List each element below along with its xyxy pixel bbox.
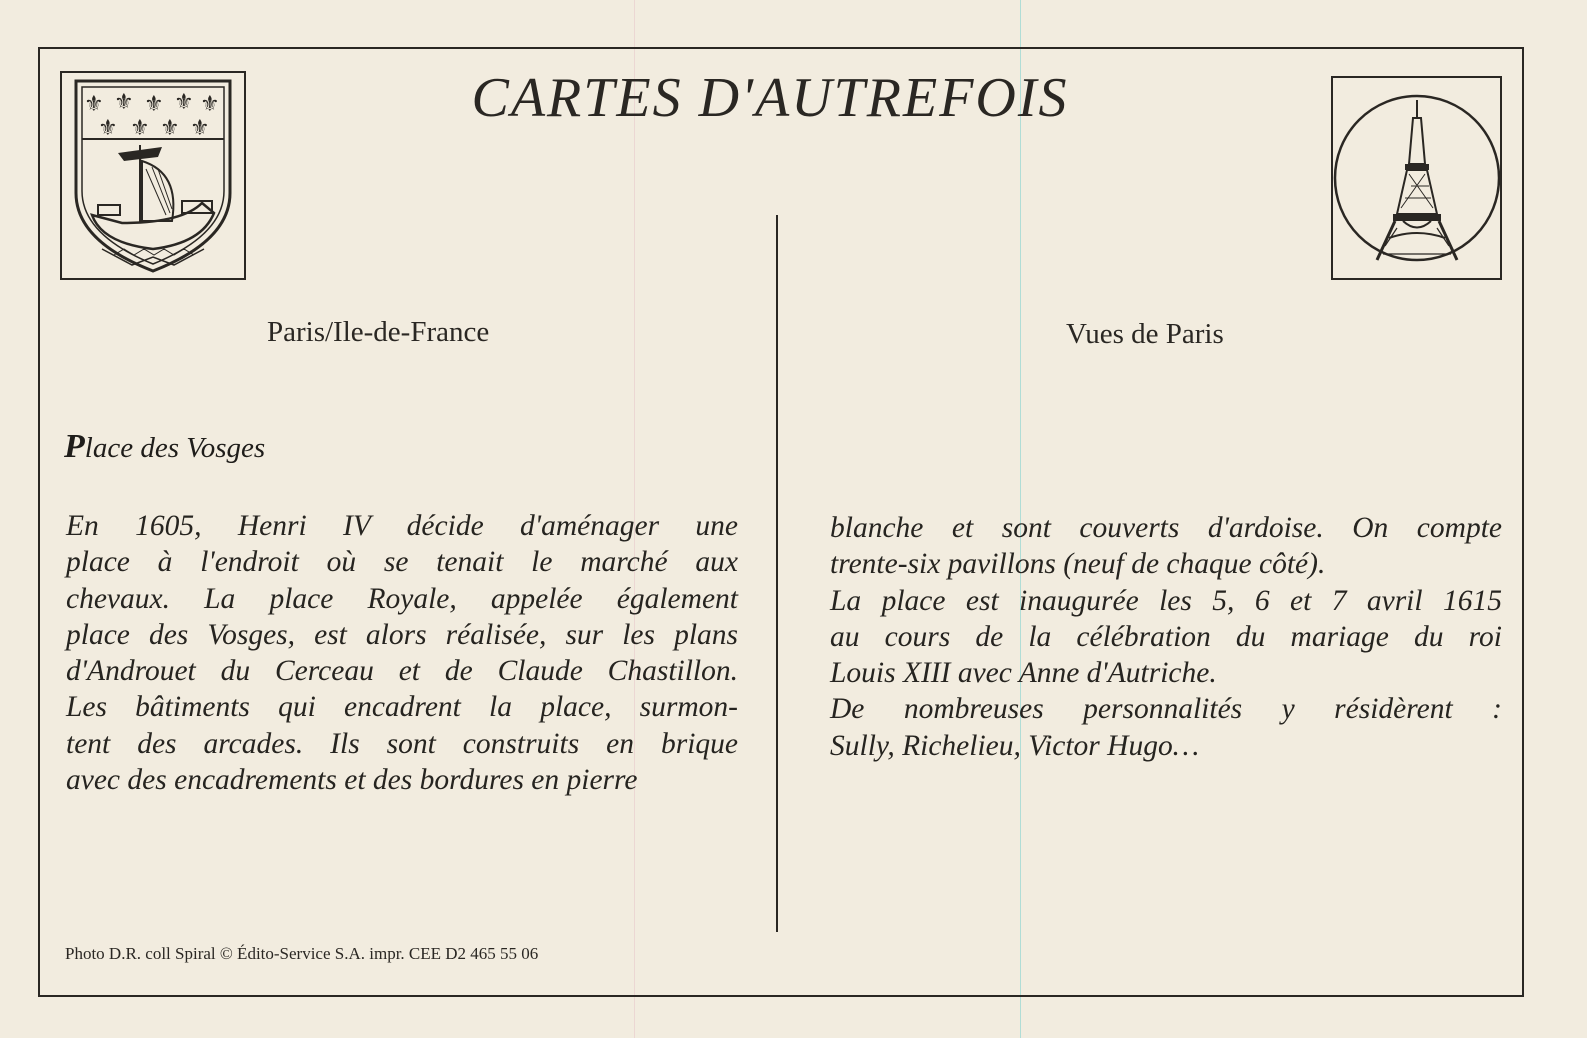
series-label: Vues de Paris <box>1066 318 1224 350</box>
text-line: place à l'endroit où se tenait le marché aux <box>66 546 738 579</box>
description-right <box>830 510 1502 764</box>
svg-text:⚜: ⚜ <box>174 90 194 115</box>
text-line: au cours de la célébration du mariage du roi <box>830 620 1502 653</box>
paris-coat-of-arms-icon <box>62 73 244 278</box>
text-line: De nombreuses personnalités y résidèrent : <box>830 693 1502 726</box>
svg-text:⚜: ⚜ <box>190 116 210 141</box>
subject-rest: lace des Vosges <box>84 432 266 464</box>
region-label: Paris/Ile-de-France <box>267 316 490 348</box>
text-line: d'Androuet du Cerceau et de Claude Chastillon. <box>66 655 738 688</box>
text-line: Sully, Richelieu, Victor Hugo… <box>830 729 1199 762</box>
coat-of-arms-frame <box>60 71 246 280</box>
subject-initial: P <box>64 428 85 465</box>
text-line: Louis XIII avec Anne d'Autriche. <box>830 657 1217 690</box>
svg-text:⚜: ⚜ <box>200 92 220 117</box>
publisher-credit: Photo D.R. coll Spiral © Édito-Service S.A. impr. CEE D2 465 55 06 <box>65 944 539 963</box>
eiffel-tower-icon <box>1333 78 1500 278</box>
subject-heading <box>64 428 265 466</box>
svg-text:⚜: ⚜ <box>84 92 104 117</box>
page-title: CARTES D'AUTREFOIS <box>471 67 1069 129</box>
svg-text:⚜: ⚜ <box>114 90 134 115</box>
column-divider <box>776 215 778 932</box>
description-left <box>66 508 738 798</box>
text-line: avec des encadrements et des bordures en pierre <box>66 764 638 797</box>
text-line: Les bâtiments qui encadrent la place, surmon- <box>66 691 738 724</box>
text-line: place des Vosges, est alors réalisée, sur les plans <box>66 618 738 651</box>
text-line: chevaux. La place Royale, appelée également <box>66 582 738 615</box>
text-line: trente-six pavillons (neuf de chaque côté). <box>830 548 1326 581</box>
eiffel-tower-frame <box>1331 76 1502 280</box>
text-line: La place est inaugurée les 5, 6 et 7 avril 1615 <box>830 584 1502 617</box>
svg-text:⚜: ⚜ <box>130 116 150 141</box>
text-line: tent des arcades. Ils sont construits en brique <box>66 727 738 760</box>
svg-text:⚜: ⚜ <box>144 92 164 117</box>
text-line: En 1605, Henri IV décide d'aménager une <box>66 510 738 542</box>
svg-text:⚜: ⚜ <box>98 116 118 141</box>
text-line: blanche et sont couverts d'ardoise. On compte <box>830 512 1502 544</box>
svg-text:⚜: ⚜ <box>160 116 180 141</box>
